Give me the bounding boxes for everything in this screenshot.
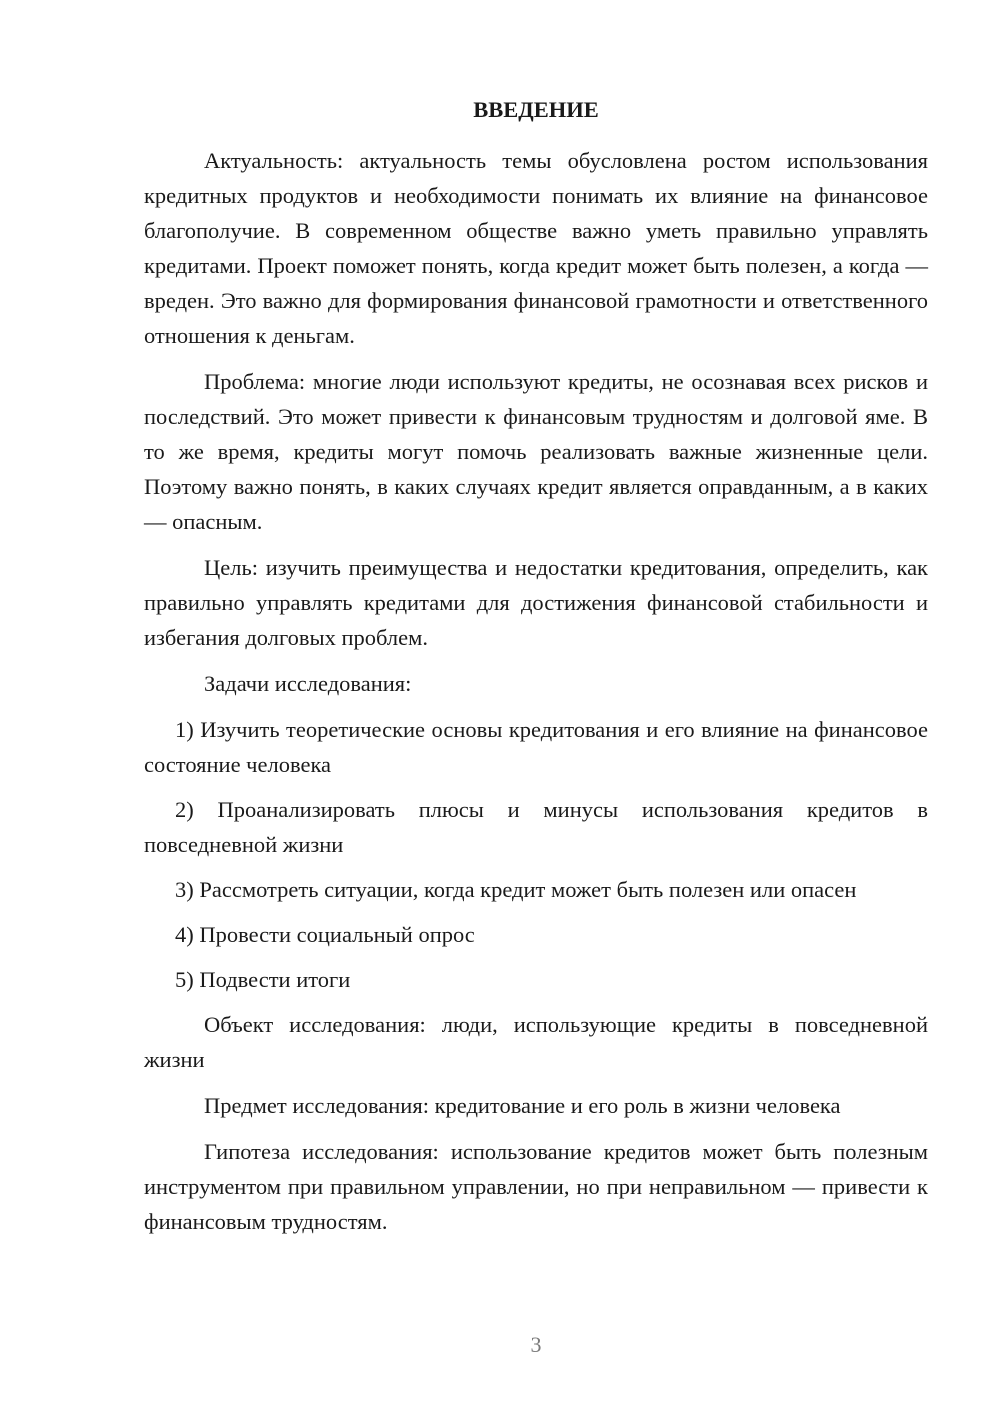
paragraph-tasks-title: Задачи исследования: bbox=[204, 671, 412, 696]
paragraph-hypothesis: Гипотеза исследования: использование кредитов может быть полезным инструментом при правильном управлении, но при неправильном — привести к финансовым трудностям. bbox=[144, 1139, 928, 1234]
paragraph-problem: Проблема: многие люди используют кредиты, не осознавая всех рисков и последствий. Это может привести к финансовым трудностям и долговой яме. В то же время, кредиты могут помочь реализовать важные жизненные цели. Поэтому важно понять, в каких случаях кредит является оправданным, а в каких — опасным. bbox=[144, 369, 928, 534]
task-item-2: 2) Проанализировать плюсы и минусы использования кредитов в повседневной жизни bbox=[144, 797, 928, 857]
paragraph-goal: Цель: изучить преимущества и недостатки кредитования, определить, как правильно управлять кредитами для достижения финансовой стабильности и избегания долговых проблем. bbox=[144, 555, 928, 650]
paragraph-subject: Предмет исследования: кредитование и его роль в жизни человека bbox=[204, 1093, 841, 1118]
task-item-5: 5) Подвести итоги bbox=[175, 967, 351, 992]
page-number: 3 bbox=[530, 1332, 542, 1357]
paragraph-object: Объект исследования: люди, использующие кредиты в повседневной жизни bbox=[144, 1012, 928, 1072]
task-item-3: 3) Рассмотреть ситуации, когда кредит может быть полезен или опасен bbox=[175, 877, 857, 902]
task-item-1: 1) Изучить теоретические основы кредитования и его влияние на финансовое состояние человека bbox=[144, 717, 928, 777]
paragraph-relevance: Актуальность: актуальность темы обусловлена ростом использования кредитных продуктов и необходимости понимать их влияние на финансовое благополучие. В современном обществе важно уметь правильно управлять кредитами. Проект поможет понять, когда кредит может быть полезен, а когда — вреден. Это важно для формирования финансовой грамотности и ответственного отношения к деньгам. bbox=[144, 148, 928, 348]
task-item-4: 4) Провести социальный опрос bbox=[175, 922, 475, 947]
page-content bbox=[144, 92, 928, 1250]
section-heading: ВВЕДЕНИЕ bbox=[473, 97, 599, 122]
